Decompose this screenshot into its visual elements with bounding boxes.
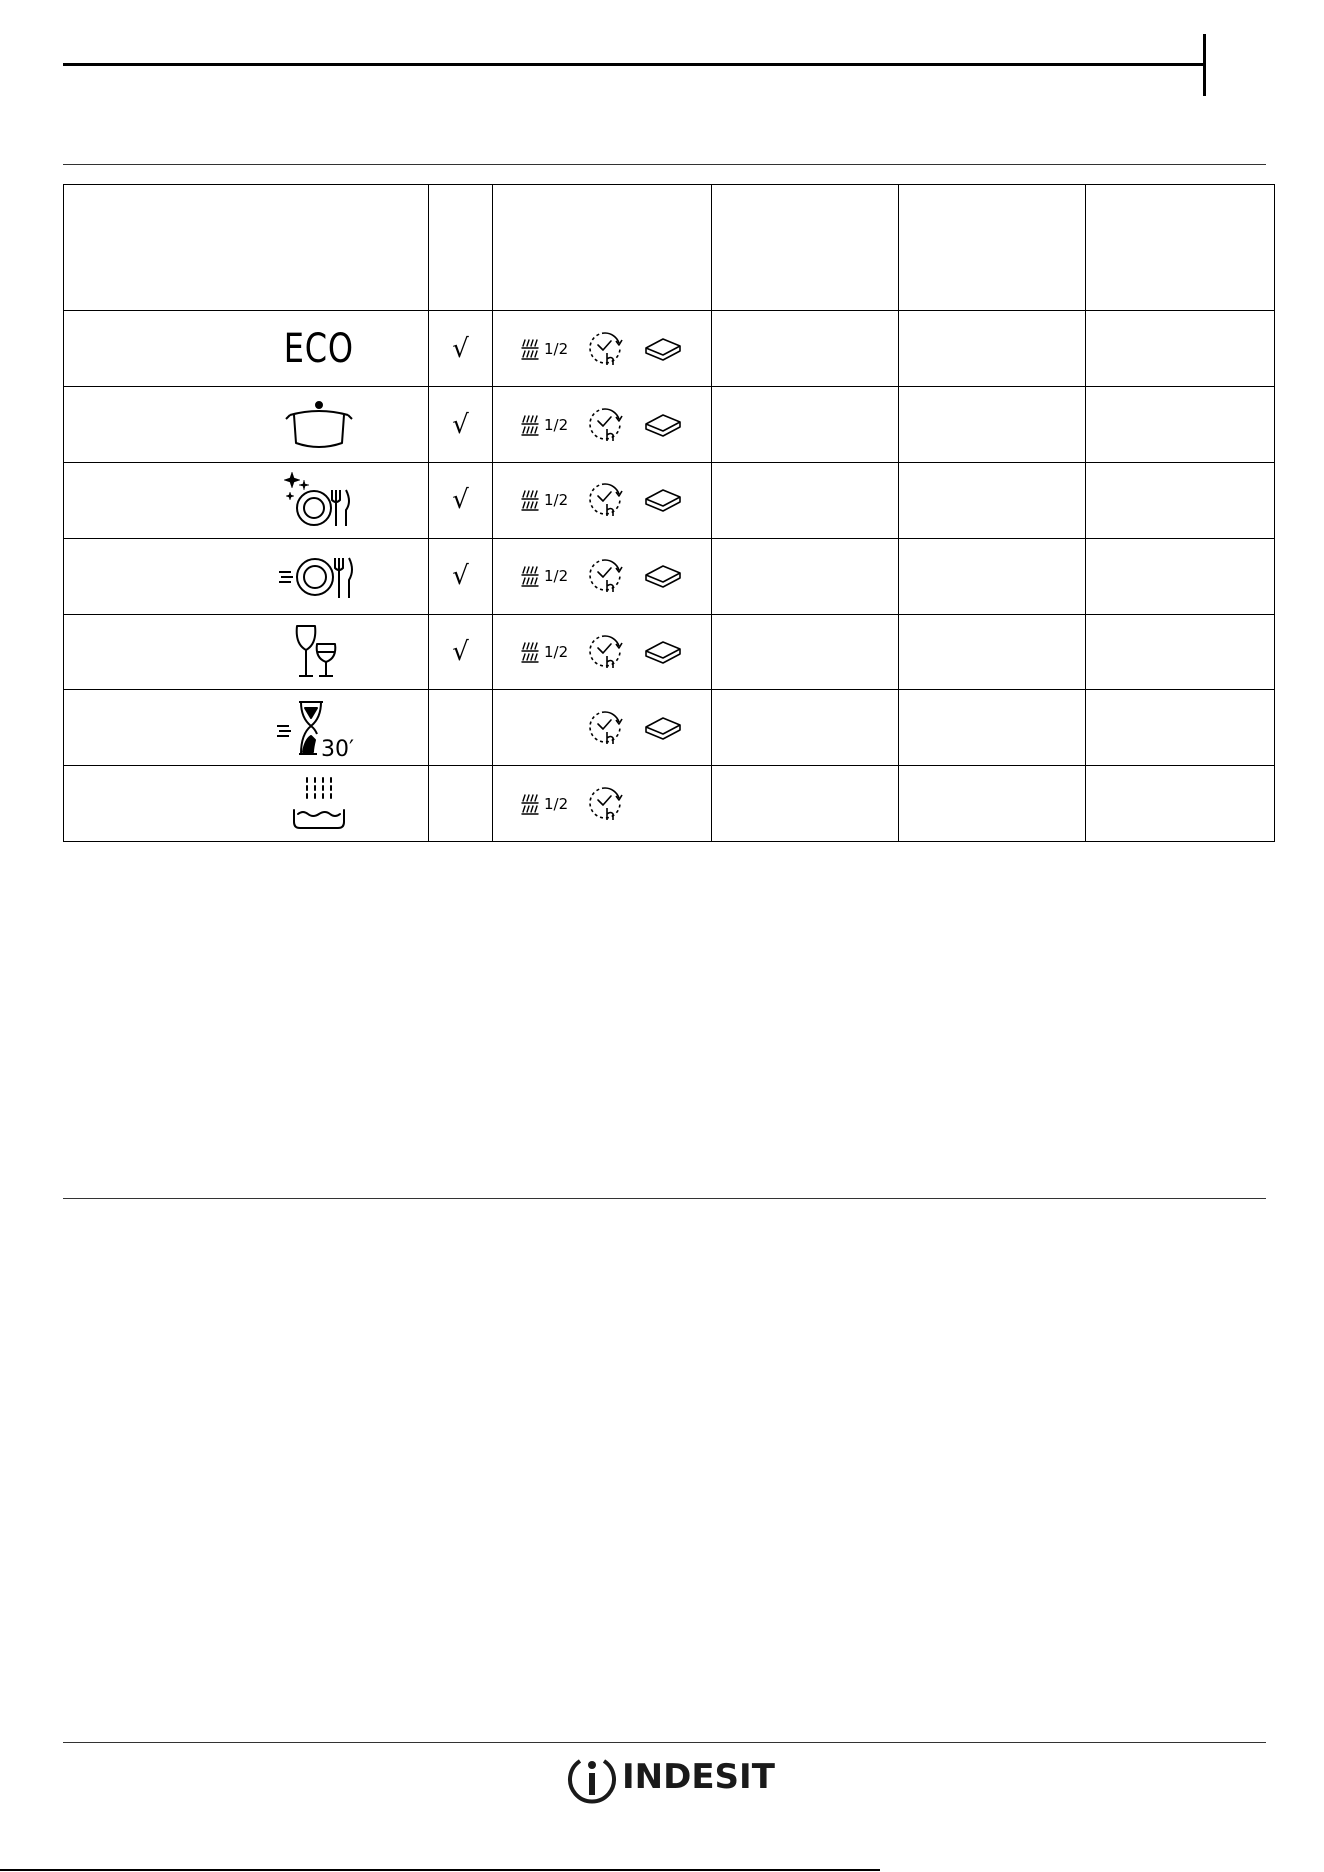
tablet-icon — [643, 405, 687, 445]
table-cell — [899, 311, 1086, 387]
table-row — [64, 614, 1275, 690]
brand-name: INDESIT — [622, 1757, 775, 1797]
half-load-icon — [519, 784, 571, 824]
table-cell — [899, 538, 1086, 614]
half-load-icon — [519, 480, 571, 520]
delay-start-icon — [585, 405, 627, 445]
half-load-label: 1/2 — [544, 642, 569, 661]
table-cell — [712, 462, 899, 538]
table-cell — [1086, 690, 1275, 766]
options-cell — [493, 690, 712, 766]
check-mark: √ — [429, 614, 493, 690]
table-cell — [899, 462, 1086, 538]
program-icon-cell — [64, 614, 429, 690]
pot-icon — [274, 395, 364, 455]
prewash-icon — [274, 774, 364, 834]
program-icon-cell — [64, 311, 429, 387]
table-row — [64, 766, 1275, 842]
half-load-icon — [519, 329, 571, 369]
section-divider — [63, 1198, 1266, 1199]
table-row — [64, 462, 1275, 538]
footer-divider — [63, 1742, 1266, 1743]
table-cell — [1086, 387, 1275, 463]
options-cell — [493, 311, 712, 387]
half-load-label: 1/2 — [544, 491, 569, 510]
header-cell — [712, 185, 899, 311]
program-icon-cell — [64, 690, 429, 766]
half-load-label: 1/2 — [544, 567, 569, 586]
check-mark: √ — [429, 387, 493, 463]
tablet-icon — [643, 480, 687, 520]
express-30-label: 30′ — [321, 736, 354, 758]
table-cell — [712, 614, 899, 690]
table-row — [64, 311, 1275, 387]
half-load-icon — [519, 405, 571, 445]
wine-glasses-icon — [274, 622, 364, 682]
table-cell — [712, 690, 899, 766]
header-cell — [493, 185, 712, 311]
hourglass-30-icon — [274, 698, 364, 758]
table-cell — [899, 387, 1086, 463]
sparkle-plate-icon — [274, 470, 364, 530]
delay-start-icon — [585, 556, 627, 596]
bottom-rule — [0, 1869, 880, 1871]
fast-plate-icon — [274, 546, 364, 606]
options-cell — [493, 538, 712, 614]
table-cell — [1086, 462, 1275, 538]
table-cell — [712, 311, 899, 387]
program-icon-cell — [64, 538, 429, 614]
table-cell — [712, 766, 899, 842]
section-divider — [63, 164, 1266, 165]
delay-start-icon — [585, 632, 627, 672]
header-cell — [64, 185, 429, 311]
check-mark: √ — [429, 462, 493, 538]
table-cell — [899, 766, 1086, 842]
delay-start-icon — [585, 480, 627, 520]
program-table — [63, 184, 1275, 842]
check-mark — [429, 766, 493, 842]
table-cell — [899, 614, 1086, 690]
half-load-label: 1/2 — [544, 794, 569, 813]
delay-start-icon — [585, 784, 627, 824]
tablet-icon — [643, 329, 687, 369]
tablet-icon — [643, 708, 687, 748]
options-cell — [493, 766, 712, 842]
options-cell — [493, 614, 712, 690]
table-cell — [712, 387, 899, 463]
table-cell — [1086, 766, 1275, 842]
table-header-row — [64, 185, 1275, 311]
header-cell — [1086, 185, 1275, 311]
program-icon-cell — [64, 462, 429, 538]
options-cell — [493, 462, 712, 538]
check-mark: √ — [429, 311, 493, 387]
top-rule — [63, 63, 1205, 66]
program-icon-cell — [64, 387, 429, 463]
i-circle-icon — [564, 1751, 620, 1807]
eco-label: ECO — [283, 325, 355, 372]
options-cell — [493, 387, 712, 463]
brand-logo — [564, 1745, 775, 1815]
delay-start-icon — [585, 329, 627, 369]
table-cell — [712, 538, 899, 614]
tablet-icon — [643, 556, 687, 596]
table-cell — [1086, 311, 1275, 387]
delay-start-icon — [585, 708, 627, 748]
table-cell — [1086, 614, 1275, 690]
top-tick-mark — [1203, 34, 1206, 96]
header-cell — [899, 185, 1086, 311]
table-cell — [899, 690, 1086, 766]
half-load-icon — [519, 632, 571, 672]
half-load-label: 1/2 — [544, 415, 569, 434]
header-cell — [429, 185, 493, 311]
table-row — [64, 690, 1275, 766]
table-cell — [1086, 538, 1275, 614]
eco-icon — [274, 319, 364, 379]
check-mark — [429, 690, 493, 766]
tablet-icon — [643, 632, 687, 672]
program-icon-cell — [64, 766, 429, 842]
table-row — [64, 387, 1275, 463]
half-load-label: 1/2 — [544, 339, 569, 358]
table-row — [64, 538, 1275, 614]
half-load-icon — [519, 556, 571, 596]
check-mark: √ — [429, 538, 493, 614]
